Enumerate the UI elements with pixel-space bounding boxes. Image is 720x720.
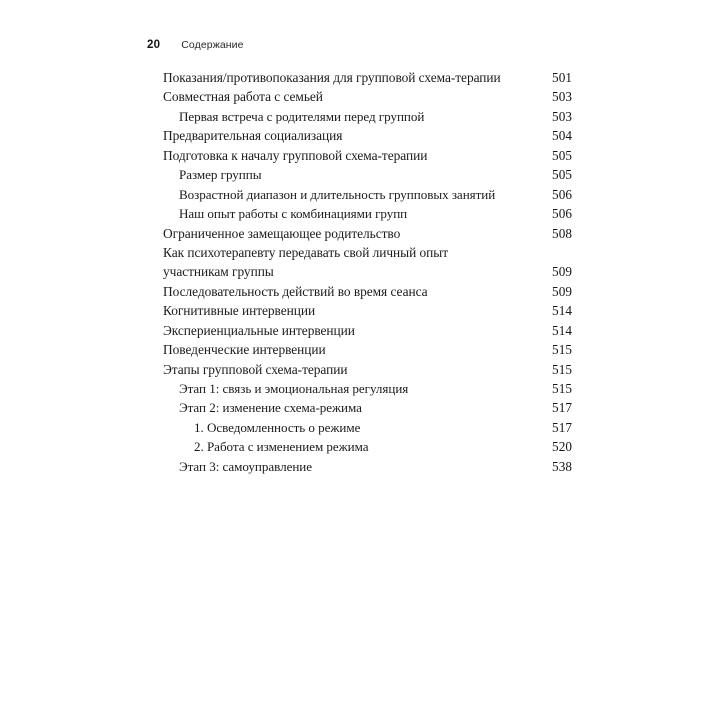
toc-entry-title: Первая встреча с родителями перед группой xyxy=(179,108,425,124)
toc-entry-title: Этап 3: самоуправление xyxy=(179,458,313,474)
toc-entry-title: Этап 1: связь и эмоциональная регуляция xyxy=(179,381,409,396)
toc-entry-title: Показания/противопоказания для групповой схема-терапии xyxy=(163,70,501,85)
toc-entry-page-number: 508 xyxy=(552,225,573,241)
toc-entry-title: Размер группы xyxy=(179,167,262,183)
toc-entry xyxy=(163,224,575,243)
toc-entry xyxy=(163,87,575,106)
toc-entry xyxy=(163,398,575,417)
toc-entry-title: Предварительная социализация xyxy=(163,128,343,144)
toc-entry xyxy=(163,282,575,301)
toc-entry-page-number: 538 xyxy=(552,458,573,474)
toc-entry-page-number: 515 xyxy=(552,381,573,396)
toc-entry xyxy=(163,146,575,165)
toc-entry-page-number: 501 xyxy=(552,70,573,85)
toc-entry-page-number: 515 xyxy=(552,342,573,358)
toc-entry-page-number: 506 xyxy=(552,206,573,222)
toc-entry xyxy=(163,379,575,398)
toc-entry-title: Этапы групповой схема-терапии xyxy=(163,361,348,377)
toc-entry xyxy=(163,68,575,87)
toc-entry-page-number: 509 xyxy=(552,264,573,280)
toc-entry-title: Экспериенциальные интервенции xyxy=(163,322,355,338)
toc-entry-title: Когнитивные интервенции xyxy=(163,303,316,319)
toc-entry xyxy=(163,360,575,379)
toc-entry-title: участникам группы xyxy=(163,264,274,280)
toc-entry-title: 2. Работа с изменением режима xyxy=(194,439,369,455)
toc-entry-title: Поведенческие интервенции xyxy=(163,342,326,358)
toc-entry xyxy=(163,107,575,126)
toc-entry-page-number: 504 xyxy=(552,128,573,144)
toc-entry-title: Последовательность действий во время сеанса xyxy=(163,283,428,299)
toc-entry-title: Ограниченное замещающее родительство xyxy=(163,225,401,241)
toc-entry xyxy=(163,165,575,184)
toc-entry xyxy=(163,243,575,262)
running-head-title: Содержание xyxy=(181,39,244,51)
toc-entry-page-number: 506 xyxy=(552,186,573,202)
toc-entry-title: Этап 2: изменение схема-режима xyxy=(179,400,362,416)
table-of-contents xyxy=(163,68,575,476)
toc-entry-title: Как психотерапевту передавать свой личный опыт xyxy=(163,244,449,260)
toc-entry-title: Подготовка к началу групповой схема-терапии xyxy=(163,147,428,163)
toc-entry xyxy=(163,301,575,320)
toc-entry-page-number: 517 xyxy=(552,400,573,416)
toc-entry-title: Возрастной диапазон и длительность групповых занятий xyxy=(179,186,496,202)
toc-entry xyxy=(163,321,575,340)
toc-entry-title: Наш опыт работы с комбинациями групп xyxy=(179,206,408,222)
toc-entry-page-number: 520 xyxy=(552,439,573,455)
page-folio-number: 20 xyxy=(147,39,161,51)
toc-entry-page-number: 514 xyxy=(552,322,573,338)
toc-entry-page-number: 505 xyxy=(552,167,573,183)
toc-entry xyxy=(163,185,575,204)
toc-entry-title: 1. Осведомленность о режиме xyxy=(194,419,361,435)
toc-entry-page-number: 503 xyxy=(552,89,573,105)
toc-entry-page-number: 509 xyxy=(552,283,573,299)
toc-entry xyxy=(163,418,575,437)
toc-entry-title: Совместная работа с семьей xyxy=(163,89,323,105)
toc-entry-page-number: 515 xyxy=(552,361,573,377)
toc-entry-page-number: 505 xyxy=(552,147,573,163)
toc-entry xyxy=(163,340,575,359)
toc-entry-page-number: 517 xyxy=(552,419,573,435)
toc-entry xyxy=(163,457,575,476)
toc-entry xyxy=(163,437,575,456)
toc-entry-page-number: 503 xyxy=(552,108,573,124)
toc-entry xyxy=(163,126,575,145)
toc-entry xyxy=(163,204,575,223)
toc-entry xyxy=(163,262,575,281)
toc-entry-page-number: 514 xyxy=(552,303,573,319)
running-head xyxy=(147,39,244,51)
